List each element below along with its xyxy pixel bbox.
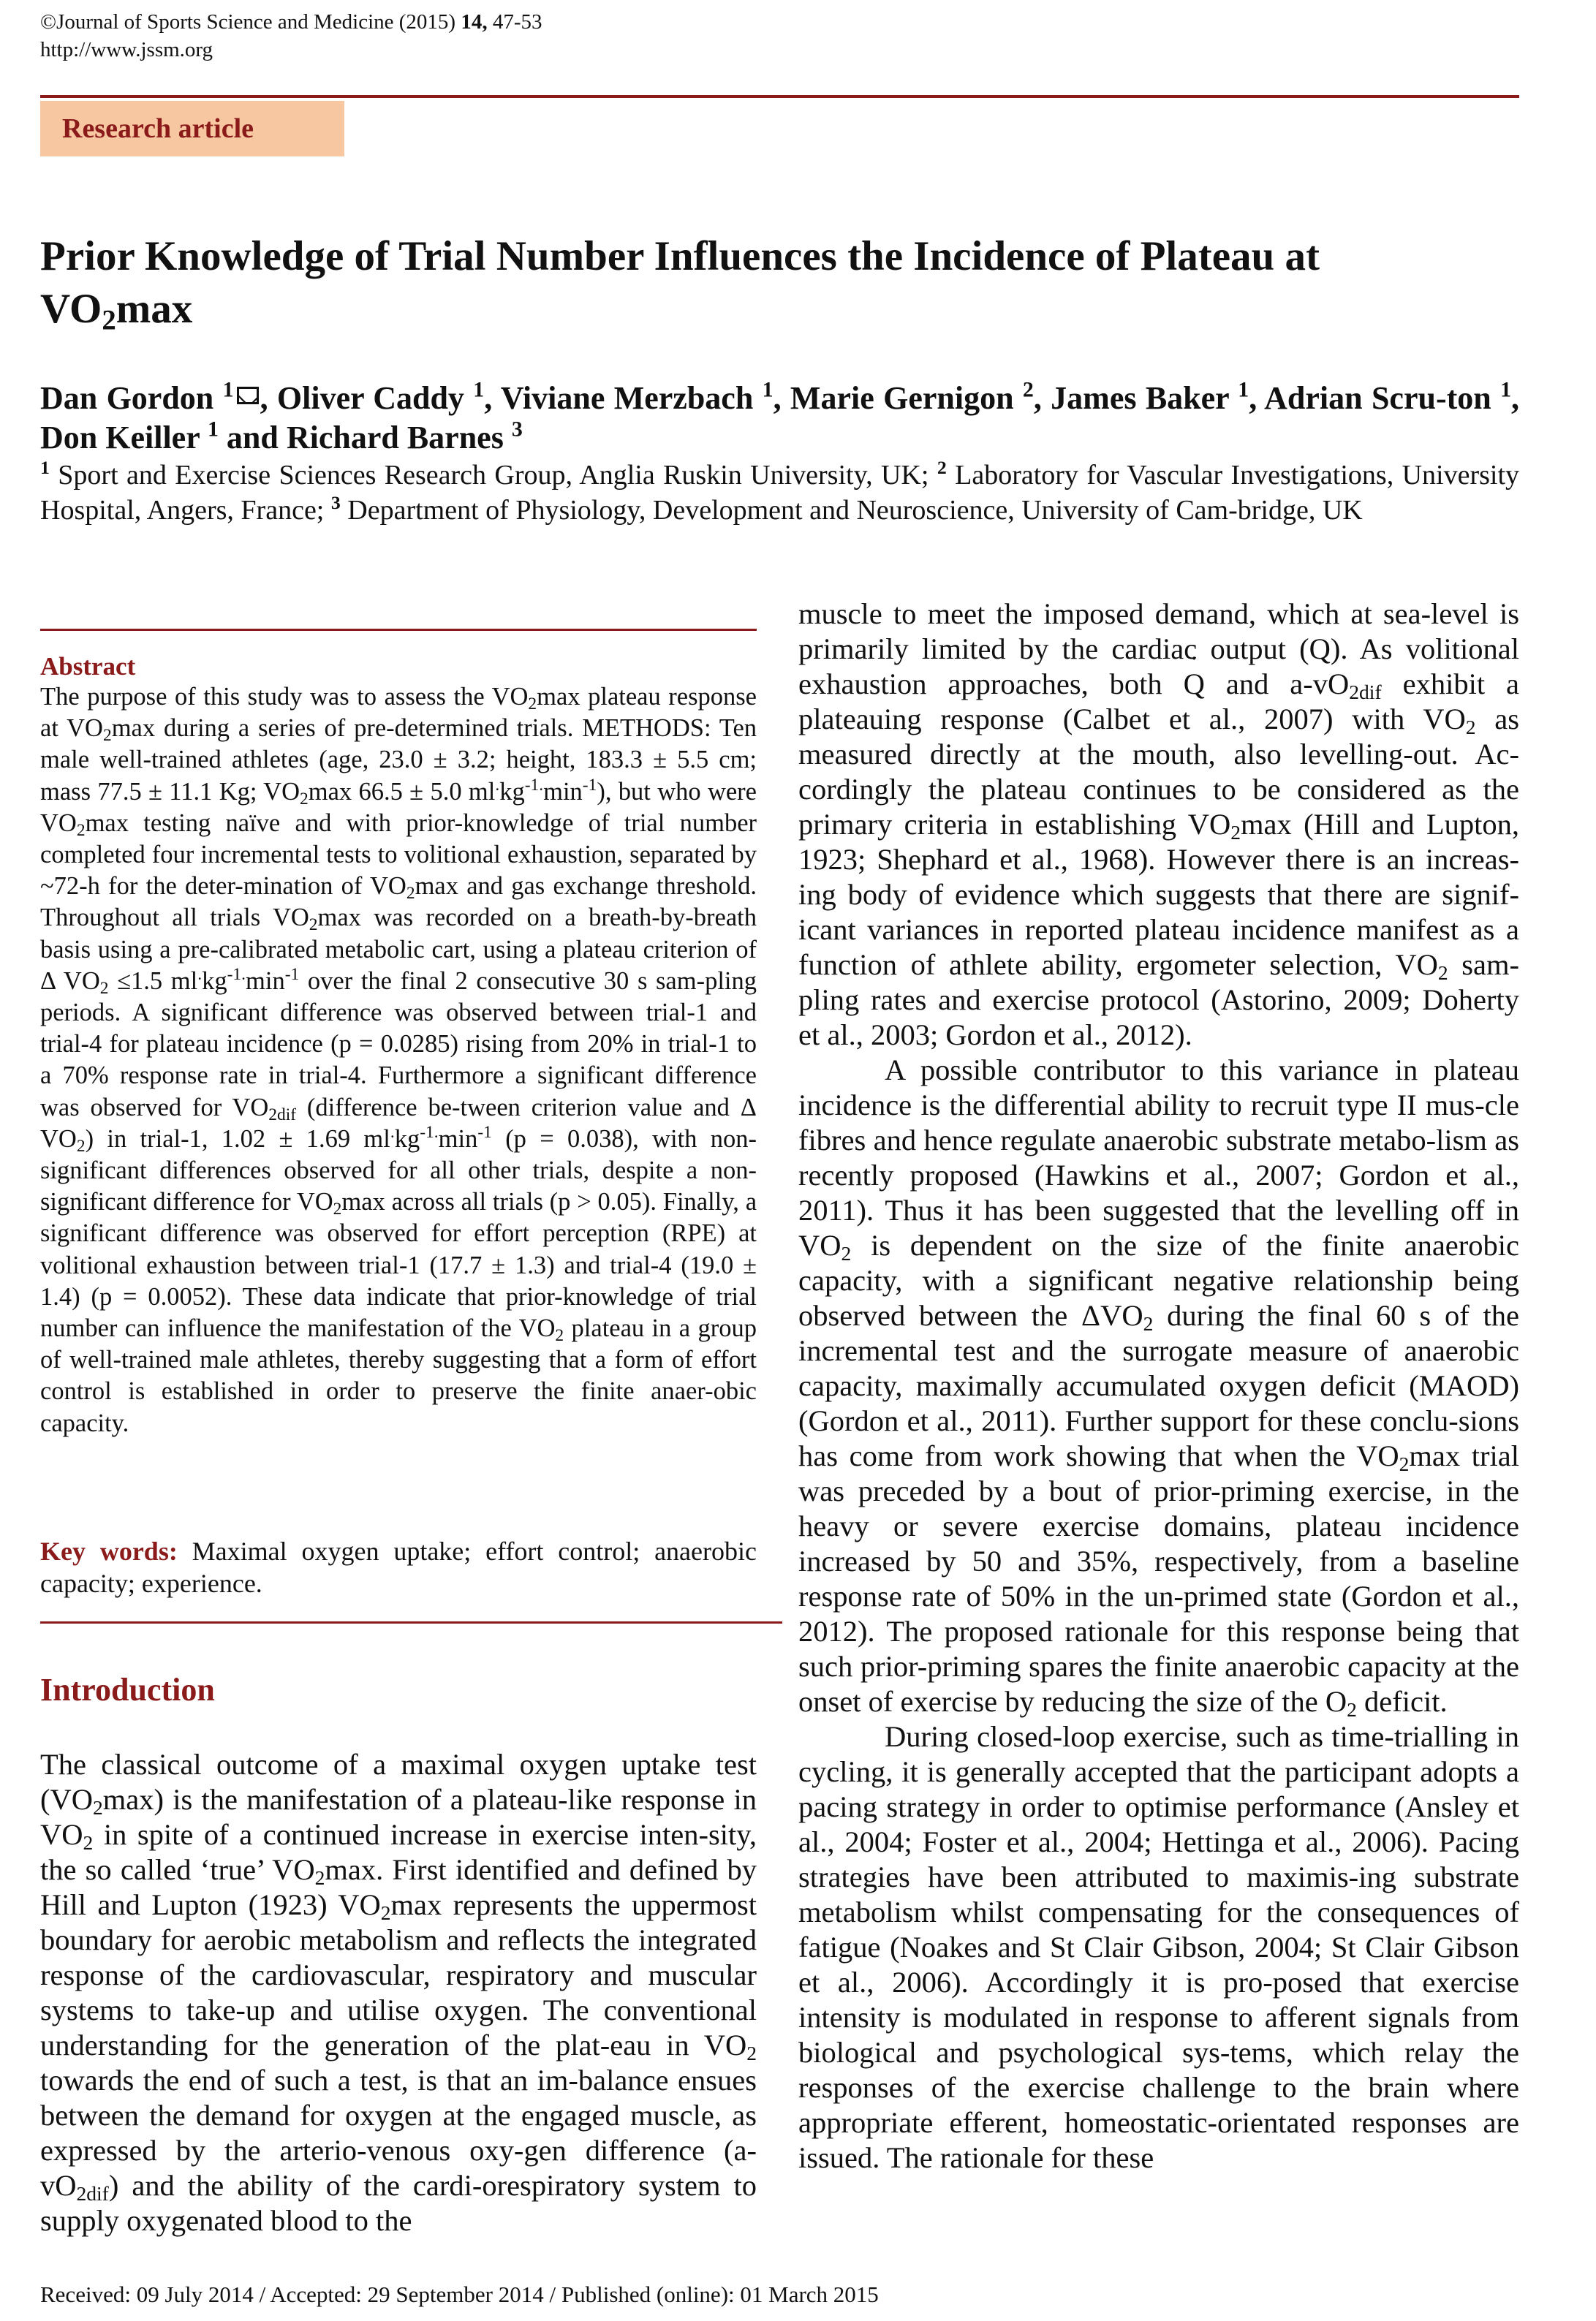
right-paragraph-2: A possible contributor to this variance in plateau incidence is the differential ability to recruit type II mus-cle fibres and hence regulate anaerobic substrate metabo-lism as recently proposed (Hawkins et al., 2007; Gordon et al., 2011). Thus it has been suggested that the levelling off in $VO_2$ is dependent on the size of the finite anaerobic capacity, with a significant negative relationship being observed between the $\Delta VO_2$ during the final 60 s of the incremental test and the surrogate measure of anaerobic capacity, maximally accumulated oxygen deficit (MAOD) (Gordon et al., 2011). Further support for these conclu-sions has come from work showing that when the $VO_2\max$ trial was preceded by a bout of prior-priming exercise, in the heavy or severe exercise domains, plateau incidence increased by 50 and 35%, respectively, from a baseline response rate of 50% in the un-primed state (Gordon et al., 2012). The proposed rationale for this response being that such prior-priming spares the finite anaerobic capacity at the onset of exercise by reducing the size of the $O_2$ deficit. [798, 1053, 1519, 1721]
journal-citation: ©Journal of Sports Science and Medicine (2015) 14, 47-53 [40, 10, 542, 34]
cardiac-output-symbol: ˙ Q [1184, 667, 1205, 702]
header-divider [40, 95, 1519, 98]
abstract-top-divider [40, 629, 757, 631]
email-envelope-icon[interactable] [237, 387, 259, 404]
author-list: Dan Gordon $^1$ , Oliver Caddy $^1$, Viviane Merzbach $^1$, Marie Gernigon $^2$, James Baker $^1$, Adrian Scru-ton $^1$, Don Keiller $^1$ and Richard Barnes $^3$ [40, 377, 1520, 455]
introduction-paragraph: The classical outcome of a maximal oxygen uptake test $(VO_2\max)$ is the manifestation of a plateau-like response in $VO_2$ in spite of a continued increase in exercise inten-sity, the so called ‘true’ $VO_2\max$. First identified and defined by Hill and Lupton (1923) $VO_2\max$ represents the uppermost boundary for aerobic metabolism and reflects the integrated response of the cardiovascular, respiratory and muscular systems to take-up and utilise oxygen. The conventional understanding for the generation of the plat-eau in $VO_2$ towards the end of such a test, is that an im-balance ensues between the demand for oxygen at the engaged muscle, as expressed by the arterio-venous oxy-gen difference $(a-vO_{2dif})$ and the ability of the cardi-orespiratory system to supply oxygenated blood to the [40, 1748, 757, 2237]
article-type-label: Research article [62, 113, 254, 144]
journal-url-link[interactable]: http://www.jssm.org [40, 38, 213, 61]
publication-dates-footer: Received: 09 July 2014 / Accepted: 29 September 2014 / Published (online): 01 March 2015 [40, 2282, 879, 2307]
right-paragraph-3: During closed-loop exercise, such as time-trialling in cycling, it is generally accepted that the participant adopts a pacing strategy in order to optimise performance (Ansley et al., 2004; Foster et al., 2004; Hettinga et al., 2006). Pacing strategies have been attributed to maximis-ing substrate metabolism whilst compensating for the consequences of fatigue (Noakes and St Clair Gibson, 2004; St Clair Gibson et al., 2006). Accordingly it is pro-posed that exercise intensity is modulated in response to afferent signals from biological and psychological sys-tems, which relay the responses of the exercise challenge to the brain where appropriate efferent, homeostatic-orientated responses are issued. The rationale for these [798, 1720, 1519, 2174]
right-paragraph-1: muscle to meet the imposed demand, which at sea-level is primarily limited by the cardiac output (˙ Q). As volitional exhaustion approaches, both ˙ Q and $a-vO_{2dif}$ exhibit a plateauing response (Calbet et al., 2007) with $VO_2$ as measured directly at the mouth, also levelling-out. Ac-cordingly the plateau continues to be considered as the primary criteria in establishing $VO_2\max$ (Hill and Lupton, 1923; Shephard et al., 1968). However there is an increas-ing body of evidence which suggests that there are signif-icant variances in reported plateau incidence manifest as a function of athlete ability, ergometer selection, $VO_2$ sam-pling rates and exercise protocol (Astorino, 2009; Doherty et al., 2003; Gordon et al., 2012). [798, 597, 1519, 1053]
keywords-label: Key words: [40, 1537, 178, 1566]
abstract-bottom-divider [40, 1621, 782, 1624]
article-type-badge [40, 101, 344, 156]
keywords: Key words: Maximal oxygen uptake; effort control; anaerobic capacity; experience. [40, 1537, 757, 1598]
abstract-text: The purpose of this study was to assess the $VO_2\max$ plateau response at $VO_2\max$ during a series of pre-determined trials. METHODS: Ten male well-trained athletes (age, 23.0 ± 3.2; height, 183.3 ± 5.5 cm; mass 77.5 ± 11.1 Kg; $VO_2\max$ 66.5 ± 5.0 $ml^.kg^{-1.}\min^{-1}$), but who were $VO_2\max$ testing naïve and with prior-knowledge of trial number completed four incremental tests to volitional exhaustion, separated by ~72-h for the deter-mination of $VO_2\max$ and gas exchange threshold. Throughout all trials $VO_2\max$ was recorded on a breath-by-breath basis using a pre-calibrated metabolic cart, using a plateau criterion of Δ $VO_2 \le 1.5$ $ml^.kg^{-1.}\min^{-1}$ over the final 2 consecutive 30 s sam-pling periods. A significant difference was observed between trial-1 and trial-4 for plateau incidence (p = 0.0285) rising from 20% in trial-1 to a 70% response rate in trial-4. Furthermore a significant difference was observed for $VO_{2dif}$ (difference be-tween criterion value and Δ $VO_2$) in trial-1, 1.02 ± 1.69 $ml^.kg^{-1.}\min^{-1}$ (p = 0.038), with non-significant differences observed for all other trials, despite a non-significant difference for $VO_2\max$ across all trials (p > 0.05). Finally, a significant difference was observed for effort perception (RPE) at volitional exhaustion between trial-1 (17.7 ± 1.3) and trial-4 (19.0 ± 1.4) (p = 0.0052). These data indicate that prior-knowledge of trial number can influence the manifestation of the $VO_2$ plateau in a group of well-trained male athletes, thereby suggesting that a form of effort control is established in order to preserve the finite anaer-obic capacity. [40, 683, 757, 1437]
article-title: Prior Knowledge of Trial Number Influences the Incidence of Plateau at $VO_2\max$ [40, 233, 1320, 336]
right-column-text [798, 597, 1519, 2176]
affiliations: $^1$ Sport and Exercise Sciences Research Group, Anglia Ruskin University, UK; $^2$ Laboratory for Vascular Investigations, University Hospital, Angers, France; $^3$ Department of Physiology, Development and Neuroscience, University of Cam-bridge, UK [40, 456, 1519, 526]
section-heading-introduction: Introduction [40, 1672, 215, 1708]
cardiac-output-symbol: ˙ Q [1309, 632, 1331, 667]
abstract-heading: Abstract [40, 652, 136, 681]
